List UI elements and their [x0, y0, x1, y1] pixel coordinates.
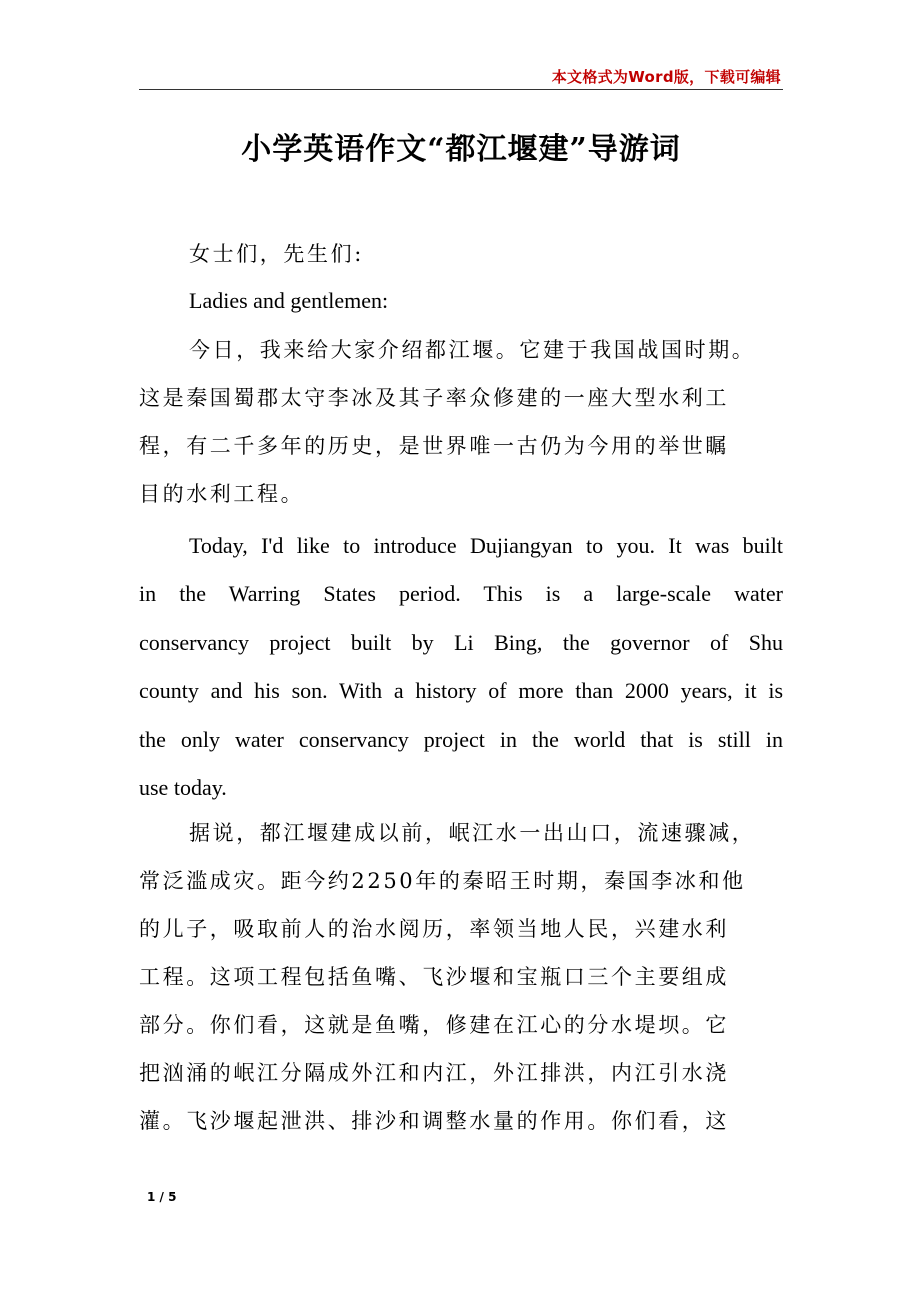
document-title: 小学英语作文“都江堰建”导游词	[241, 132, 681, 167]
greeting-chinese: 女士们，先生们:	[189, 242, 364, 266]
header-note: 本文格式为Word版，下载可编辑	[551, 68, 781, 86]
page-number: 1 / 5	[147, 1190, 177, 1204]
paragraph-line: 据说，都江堰建成以前，岷江水一出山口，流速骤减，	[189, 821, 756, 845]
paragraph-line: use today.	[139, 774, 227, 800]
paragraph-1-chinese	[139, 326, 783, 518]
paragraph-line: 常泛滥成灾。距今约2250年的秦昭王时期，秦国李冰和他	[139, 869, 746, 893]
paragraph-line: county and his son. With a history of more than 2000 years, it is	[139, 678, 783, 704]
paragraph-line: the only water conservancy project in the world that is still in	[139, 726, 783, 752]
paragraph-line: Today, I'd like to introduce Dujiangyan to you. It was built	[189, 533, 783, 558]
paragraph-1-english	[139, 522, 783, 812]
paragraph-line: 把汹涌的岷江分隔成外江和内江，外江排洪，内江引水浇	[139, 1061, 729, 1085]
paragraph-line: conservancy project built by Li Bing, the governor of Shu	[139, 629, 783, 655]
paragraph-line: 工程。这项工程包括鱼嘴、飞沙堰和宝瓶口三个主要组成	[139, 965, 729, 989]
paragraph-line: 灌。飞沙堰起泄洪、排沙和调整水量的作用。你们看，这	[139, 1109, 729, 1133]
greeting-block	[139, 230, 783, 324]
paragraph-2-chinese	[139, 809, 783, 1145]
paragraph-line: in the Warring States period. This is a large-scale water	[139, 581, 783, 607]
paragraph-line: 目的水利工程。	[139, 482, 305, 506]
paragraph-line: 程，有二千多年的历史，是世界唯一古仍为今用的举世瞩	[139, 434, 729, 458]
paragraph-line: 的儿子，吸取前人的治水阅历，率领当地人民，兴建水利	[139, 917, 729, 941]
paragraph-line: 部分。你们看，这就是鱼嘴，修建在江心的分水堤坝。它	[139, 1013, 729, 1037]
paragraph-line: 这是秦国蜀郡太守李冰及其子率众修建的一座大型水利工	[139, 386, 729, 410]
paragraph-line: 今日，我来给大家介绍都江堰。它建于我国战国时期。	[189, 338, 756, 362]
header-divider	[139, 89, 783, 90]
greeting-english: Ladies and gentlemen:	[189, 288, 389, 313]
